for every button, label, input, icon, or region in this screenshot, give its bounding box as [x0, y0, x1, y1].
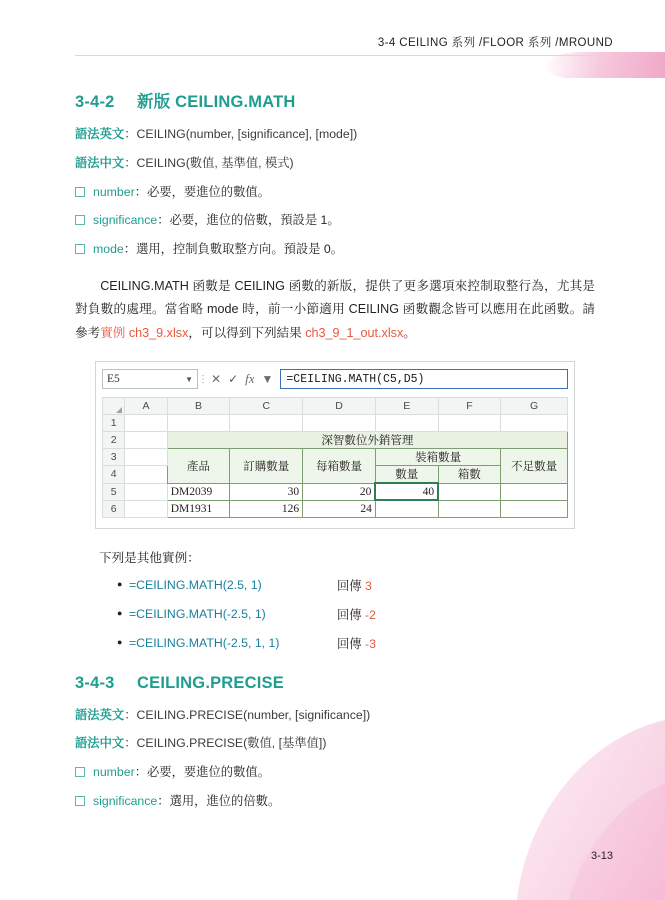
page-number: 3-13 [590, 850, 613, 862]
param-desc: ：選用，進位的倍數。 [157, 794, 281, 809]
column-header-g[interactable]: G [501, 398, 568, 415]
cell-e1[interactable] [375, 415, 438, 432]
paragraph-text-a: CEILING.MATH 函數是 CEILING 函數的新版，提供了更多選項來控制取整行為，尤其是對負數的處理。當省略 mode 時，前一小節適用 CEILING 函數觀念皆可以應用在此函數。請參考 [75, 279, 595, 340]
formula-bar-separator: ⋮ [198, 373, 208, 385]
name-box-value: E5 [107, 373, 120, 386]
chevron-down-icon[interactable]: ▼ [261, 372, 274, 387]
section-title: 新版 CEILING.MATH [137, 93, 296, 111]
table-row [103, 415, 568, 432]
syntax-chinese-value: ：CEILING(數值, 基準值, 模式) [124, 155, 294, 170]
syntax-english-value: ：CEILING(number, [significance], [mode]) [124, 127, 358, 141]
return-value: -2 [365, 607, 376, 622]
column-header-c[interactable]: C [230, 398, 303, 415]
cell-a5[interactable] [125, 483, 167, 500]
column-header-a[interactable]: A [125, 398, 167, 415]
example-result [337, 605, 376, 623]
syntax-english-line [75, 126, 595, 144]
return-label: 回傳 [337, 607, 366, 622]
return-label: 回傳 [337, 578, 366, 593]
syntax-chinese-value: ：CEILING.PRECISE(數值, [基準值]) [124, 736, 327, 751]
bullet-icon: ● [117, 637, 123, 648]
header-product[interactable]: 產品 [167, 449, 230, 484]
cell-g1[interactable] [501, 415, 568, 432]
param-desc: ：必要，要進位的數值。 [134, 765, 270, 780]
cell-c6-order-qty[interactable]: 126 [230, 500, 303, 517]
list-item [117, 576, 595, 594]
param-name: number [93, 184, 135, 199]
cell-a2[interactable] [125, 432, 167, 449]
cell-a1[interactable] [125, 415, 167, 432]
cell-b5-product[interactable]: DM2039 [167, 483, 230, 500]
param-name: significance [93, 213, 158, 228]
cell-f1[interactable] [438, 415, 501, 432]
examples-list [75, 576, 595, 652]
list-item [117, 605, 595, 623]
header-qty[interactable]: 數量 [375, 466, 438, 484]
cell-a6[interactable] [125, 500, 167, 517]
cell-g6-shortage[interactable] [501, 500, 568, 517]
section-title: CEILING.PRECISE [137, 673, 284, 692]
syntax-english-value: ：CEILING.PRECISE(number, [significance]) [124, 707, 371, 722]
param-desc: ：選用，控制負數取整方向。預設是 0。 [123, 242, 344, 257]
running-head: 3-4 CEILING 系列 /FLOOR 系列 /MROUND [377, 37, 613, 49]
example-expression: =CEILING.MATH(-2.5, 1, 1) [129, 635, 280, 650]
excel-grid [102, 397, 568, 518]
param-mode [75, 241, 595, 259]
table-row [103, 483, 568, 500]
cell-e5-qty-selected[interactable]: 40 [375, 483, 438, 500]
insert-function-icon[interactable]: fx [245, 371, 255, 387]
sheet-title-cell[interactable]: 深智數位外銷管理 [167, 432, 567, 449]
example-result [337, 634, 376, 652]
param-name: mode [93, 242, 124, 257]
checkbox-icon [75, 244, 85, 254]
header-shortage[interactable]: 不足數量 [501, 449, 568, 484]
cell-e6-qty[interactable] [375, 500, 438, 517]
cell-g5-shortage[interactable] [501, 483, 568, 500]
examples-intro: 下列是其他實例： [99, 550, 200, 565]
param-desc: ：必要，進位的倍數，預設是 1。 [157, 213, 340, 228]
column-header-f[interactable]: F [438, 398, 501, 415]
cell-c5-order-qty[interactable]: 30 [230, 483, 303, 500]
row-header-1[interactable]: 1 [103, 415, 125, 432]
cell-c1[interactable] [230, 415, 303, 432]
name-box[interactable] [102, 369, 198, 389]
example-expression: =CEILING.MATH(2.5, 1) [129, 577, 262, 592]
table-row [103, 500, 568, 517]
paragraph-text-c: 。 [403, 325, 416, 340]
column-header-d[interactable]: D [303, 398, 376, 415]
excel-screenshot-figure [95, 361, 575, 529]
example-expression: =CEILING.MATH(-2.5, 1) [129, 606, 266, 621]
cell-b6-product[interactable]: DM1931 [167, 500, 230, 517]
bullet-icon: ● [117, 579, 123, 590]
syntax-english-label: 語法英文 [75, 707, 125, 722]
header-per-box-qty[interactable]: 每箱數量 [303, 449, 376, 484]
section-heading-343 [75, 674, 595, 693]
return-label: 回傳 [337, 636, 366, 651]
checkbox-icon [75, 187, 85, 197]
cell-f5-boxes[interactable] [438, 483, 501, 500]
example-result [337, 576, 372, 594]
header-boxes[interactable]: 箱數 [438, 466, 501, 484]
row-header-4[interactable]: 4 [103, 466, 125, 484]
return-value: -3 [365, 636, 376, 651]
bullet-icon: ● [117, 608, 123, 619]
param-name: significance [93, 794, 158, 809]
formula-bar-icon-group [204, 371, 280, 387]
example-file-link-1: 實例 ch3_9.xlsx [100, 325, 189, 340]
return-value: 3 [365, 578, 372, 593]
param-number [75, 184, 595, 202]
row-header-5[interactable]: 5 [103, 483, 125, 500]
row-header-6[interactable]: 6 [103, 500, 125, 517]
page-header [0, 30, 665, 60]
syntax-english-label: 語法英文 [75, 127, 125, 141]
param-desc: ：必要，要進位的數值。 [134, 184, 270, 199]
cell-d5-per-box-qty[interactable]: 20 [303, 483, 376, 500]
header-box-group[interactable]: 裝箱數量 [375, 449, 500, 466]
formula-input[interactable]: =CEILING.MATH(C5,D5) [280, 369, 568, 389]
cell-f6-boxes[interactable] [438, 500, 501, 517]
cell-a3[interactable] [125, 449, 167, 466]
param-name: number [93, 765, 135, 780]
footer-decoration [515, 715, 665, 900]
cancel-icon[interactable]: ✕ [211, 372, 222, 387]
description-paragraph [75, 275, 595, 345]
checkbox-icon [75, 796, 85, 806]
header-order-qty[interactable]: 訂購數量 [230, 449, 303, 484]
header-divider [75, 55, 613, 56]
param-significance [75, 212, 595, 230]
column-header-e[interactable]: E [375, 398, 438, 415]
syntax-chinese-line [75, 155, 595, 173]
enter-icon[interactable]: ✓ [228, 372, 239, 387]
column-header-b[interactable]: B [167, 398, 230, 415]
table-row [103, 449, 568, 466]
cell-d6-per-box-qty[interactable]: 24 [303, 500, 376, 517]
select-all-corner[interactable] [103, 398, 125, 415]
syntax-chinese-label: 語法中文 [75, 736, 125, 751]
column-header-row [103, 398, 568, 415]
chevron-down-icon[interactable]: ▼ [185, 374, 193, 384]
row-header-3[interactable]: 3 [103, 449, 125, 466]
section-number: 3-4-3 [75, 673, 115, 692]
row-header-2[interactable]: 2 [103, 432, 125, 449]
list-item [117, 634, 595, 652]
page-content [75, 88, 595, 822]
example-file-link-2: ch3_9_1_out.xlsx [305, 325, 404, 340]
checkbox-icon [75, 215, 85, 225]
table-row [103, 432, 568, 449]
excel-formula-bar [102, 368, 568, 390]
cell-d1[interactable] [303, 415, 376, 432]
checkbox-icon [75, 767, 85, 777]
cell-a4[interactable] [125, 466, 167, 484]
section-heading-342 [75, 88, 595, 112]
syntax-chinese-label: 語法中文 [75, 155, 125, 170]
paragraph-text-b: ，可以得到下列結果 [188, 325, 306, 340]
cell-b1[interactable] [167, 415, 230, 432]
section-number: 3-4-2 [75, 93, 115, 111]
